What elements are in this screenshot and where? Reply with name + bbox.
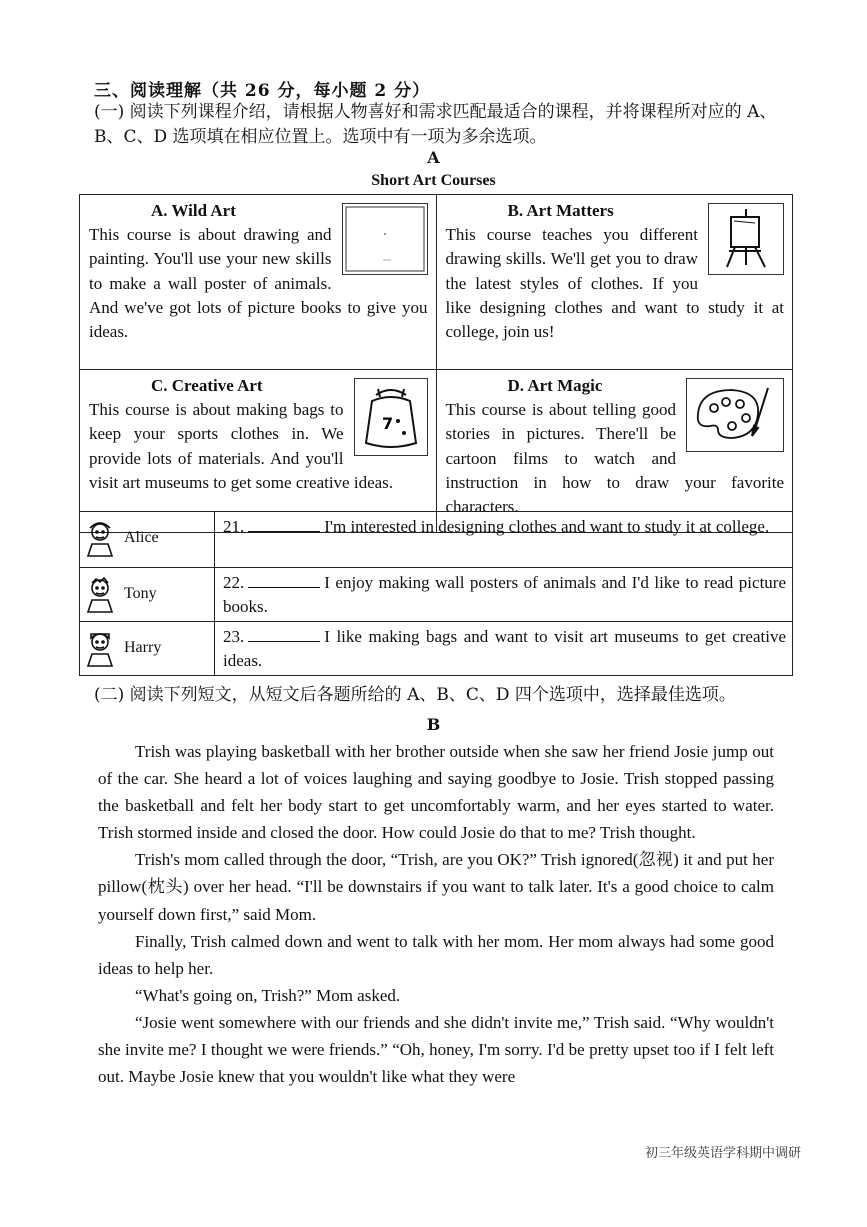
course-cell-b [436,195,793,370]
passage-paragraph: “What's going on, Trish?” Mom asked. [135,985,401,1005]
course-name: D. Art Magic [507,376,603,395]
svg-text:7: 7 [381,414,393,433]
section-heading: 三、阅读理解（共 26 分，每小题 2 分） [94,81,431,101]
question-cell-23 [215,622,793,676]
part2-instruction: (二) 阅读下列短文，从短文后各题所给的 A、B、C、D 四个选项中，选择最佳选项。 [94,685,736,705]
answer-blank[interactable] [248,518,320,532]
blank-poster-icon [342,203,428,275]
girl-avatar-icon [84,518,122,558]
courses-title: Short Art Courses [371,172,496,189]
question-text: I enjoy making wall posters of animals and I'd like to read picture books. [223,573,786,616]
passage-paragraph: “Josie went somewhere with our friends and she didn't invite me,” Trish said. “Why wouldn't she invite me? I thought we were friends.” “Oh, honey, I'm sorry. I'd be pretty upset too if I felt left out. Maybe Josie knew that you wouldn't like what they were [98,1012,774,1087]
person-cell-harry [80,622,215,676]
course-description: This course teaches you different drawing skills. We'll get you to draw the latest styles of clothes. If you like designing clothes and want to study it at college, join us! [445,225,784,342]
boy-avatar-icon [84,574,122,614]
course-cell-d [436,370,793,533]
page-footer: 初三年级英语学科期中调研 [644,1146,801,1161]
answer-blank[interactable] [248,574,320,588]
boy-avatar-icon [84,628,122,668]
question-number: 23. [223,627,245,646]
person-name: Alice [124,529,159,546]
question-number: 22. [223,573,245,592]
passage-paragraph: Trish was playing basketball with her brother outside when she saw her friend Josie jump out of the car. She heard a lot of voices laughing and saying goodbye to Josie. Trish stopped passing the basketball and felt her body start to get uncomfortably warm, and her eyes started to water. Trish stormed inside and closed the door. How could Josie do that to me? Trish thought. [98,742,774,843]
question-cell-21 [215,512,793,568]
course-name: C. Creative Art [151,376,263,395]
matching-table [79,511,793,676]
passage-paragraph: Finally, Trish calmed down and went to talk with her mom. Her mom always had some good ideas to help her. [98,931,774,978]
drawstring-bag-icon [354,378,428,456]
answer-blank[interactable] [248,628,320,642]
person-cell-tony [80,568,215,622]
course-description: This course is about telling good stories in pictures. There'll be cartoon films to watch and instruction in how to draw your favorite characters. [445,400,784,517]
passage-paragraph: Trish's mom called through the door, “Trish, are you OK?” Trish ignored(忽视) it and put her pillow(枕头) over her head. “I'll be downstairs if you want to talk later. It's a good choice to calm yourself down first,” said Mom. [98,850,774,924]
palette-icon [686,378,784,452]
person-name: Harry [124,639,162,656]
passage-a-label: A [427,148,440,167]
passage-b-body [98,738,774,1090]
person-cell-alice [80,512,215,568]
course-cell-a [80,195,437,370]
course-name: B. Art Matters [507,201,614,220]
course-cell-c [80,370,437,533]
question-cell-22 [215,568,793,622]
course-description: This course is about making bags to keep your sports clothes in. We provide lots of materials. And you'll visit art museums to get some creative ideas. [89,400,394,492]
easel-icon [708,203,784,275]
question-text: I like making bags and want to visit art museums to get creative ideas. [223,627,786,670]
course-description: This course is about drawing and painting. You'll use your new skills to make a wall poster of animals. And we've got lots of picture books to give you ideas. [89,225,428,342]
passage-b-label: B [426,715,441,734]
courses-table [79,194,793,533]
course-name: A. Wild Art [151,201,236,220]
question-text: I'm interested in designing clothes and want to study it at college. [324,517,770,536]
part1-instruction: (一) 阅读下列课程介绍，请根据人物喜好和需求匹配最适合的课程，并将课程所对应的 A、B、C、D 选项填在相应位置上。选项中有一项为多余选项。 [94,102,777,147]
person-name: Tony [124,585,157,602]
question-number: 21. [223,517,245,536]
